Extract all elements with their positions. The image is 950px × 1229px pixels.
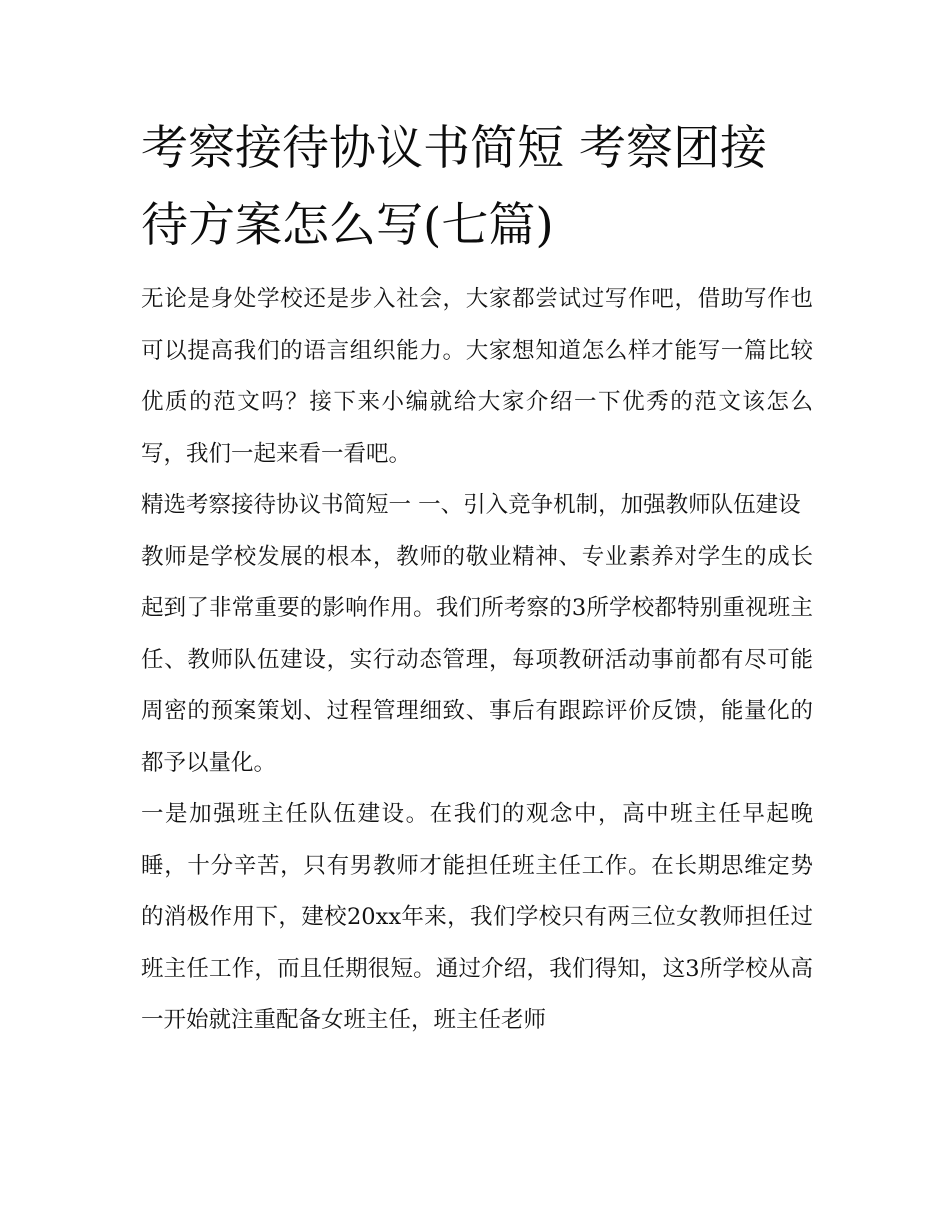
document-body bbox=[141, 110, 813, 1047]
document-title: 考察接待协议书简短 考察团接待方案怎么写(七篇) bbox=[141, 121, 767, 253]
intro-paragraph: 无论是身处学校还是步入社会，大家都尝试过写作吧，借助写作也可以提高我们的语言组织能力。大家想知道怎么样才能写一篇比较优质的范文吗？接下来小编就给大家介绍一下优秀的范文该怎么写，我们一起来看一看吧。 bbox=[141, 286, 813, 467]
teacher-paragraph: 教师是学校发展的根本，教师的敬业精神、专业素养对学生的成长起到了非常重要的影响作用。我们所考察的3所学校都特别重视班主任、教师队伍建设，实行动态管理，每项教研活动事前都有尽可能周密的预案策划、过程管理细致、事后有跟踪评价反馈，能量化的都予以量化。 bbox=[141, 543, 813, 776]
section-heading-paragraph: 精选考察接待协议书简短一 一、引入竞争机制，加强教师队伍建设 bbox=[141, 492, 801, 518]
head-teacher-paragraph: 一是加强班主任队伍建设。在我们的观念中，高中班主任早起晚睡，十分辛苦，只有男教师才能担任班主任工作。在长期思维定势的消极作用下，建校20xx年来，我们学校只有两三位女教师担任过班主任工作，而且任期很短。通过介绍，我们得知，这3所学校从高一开始就注重配备女班主任，班主任老师 bbox=[141, 801, 813, 1033]
